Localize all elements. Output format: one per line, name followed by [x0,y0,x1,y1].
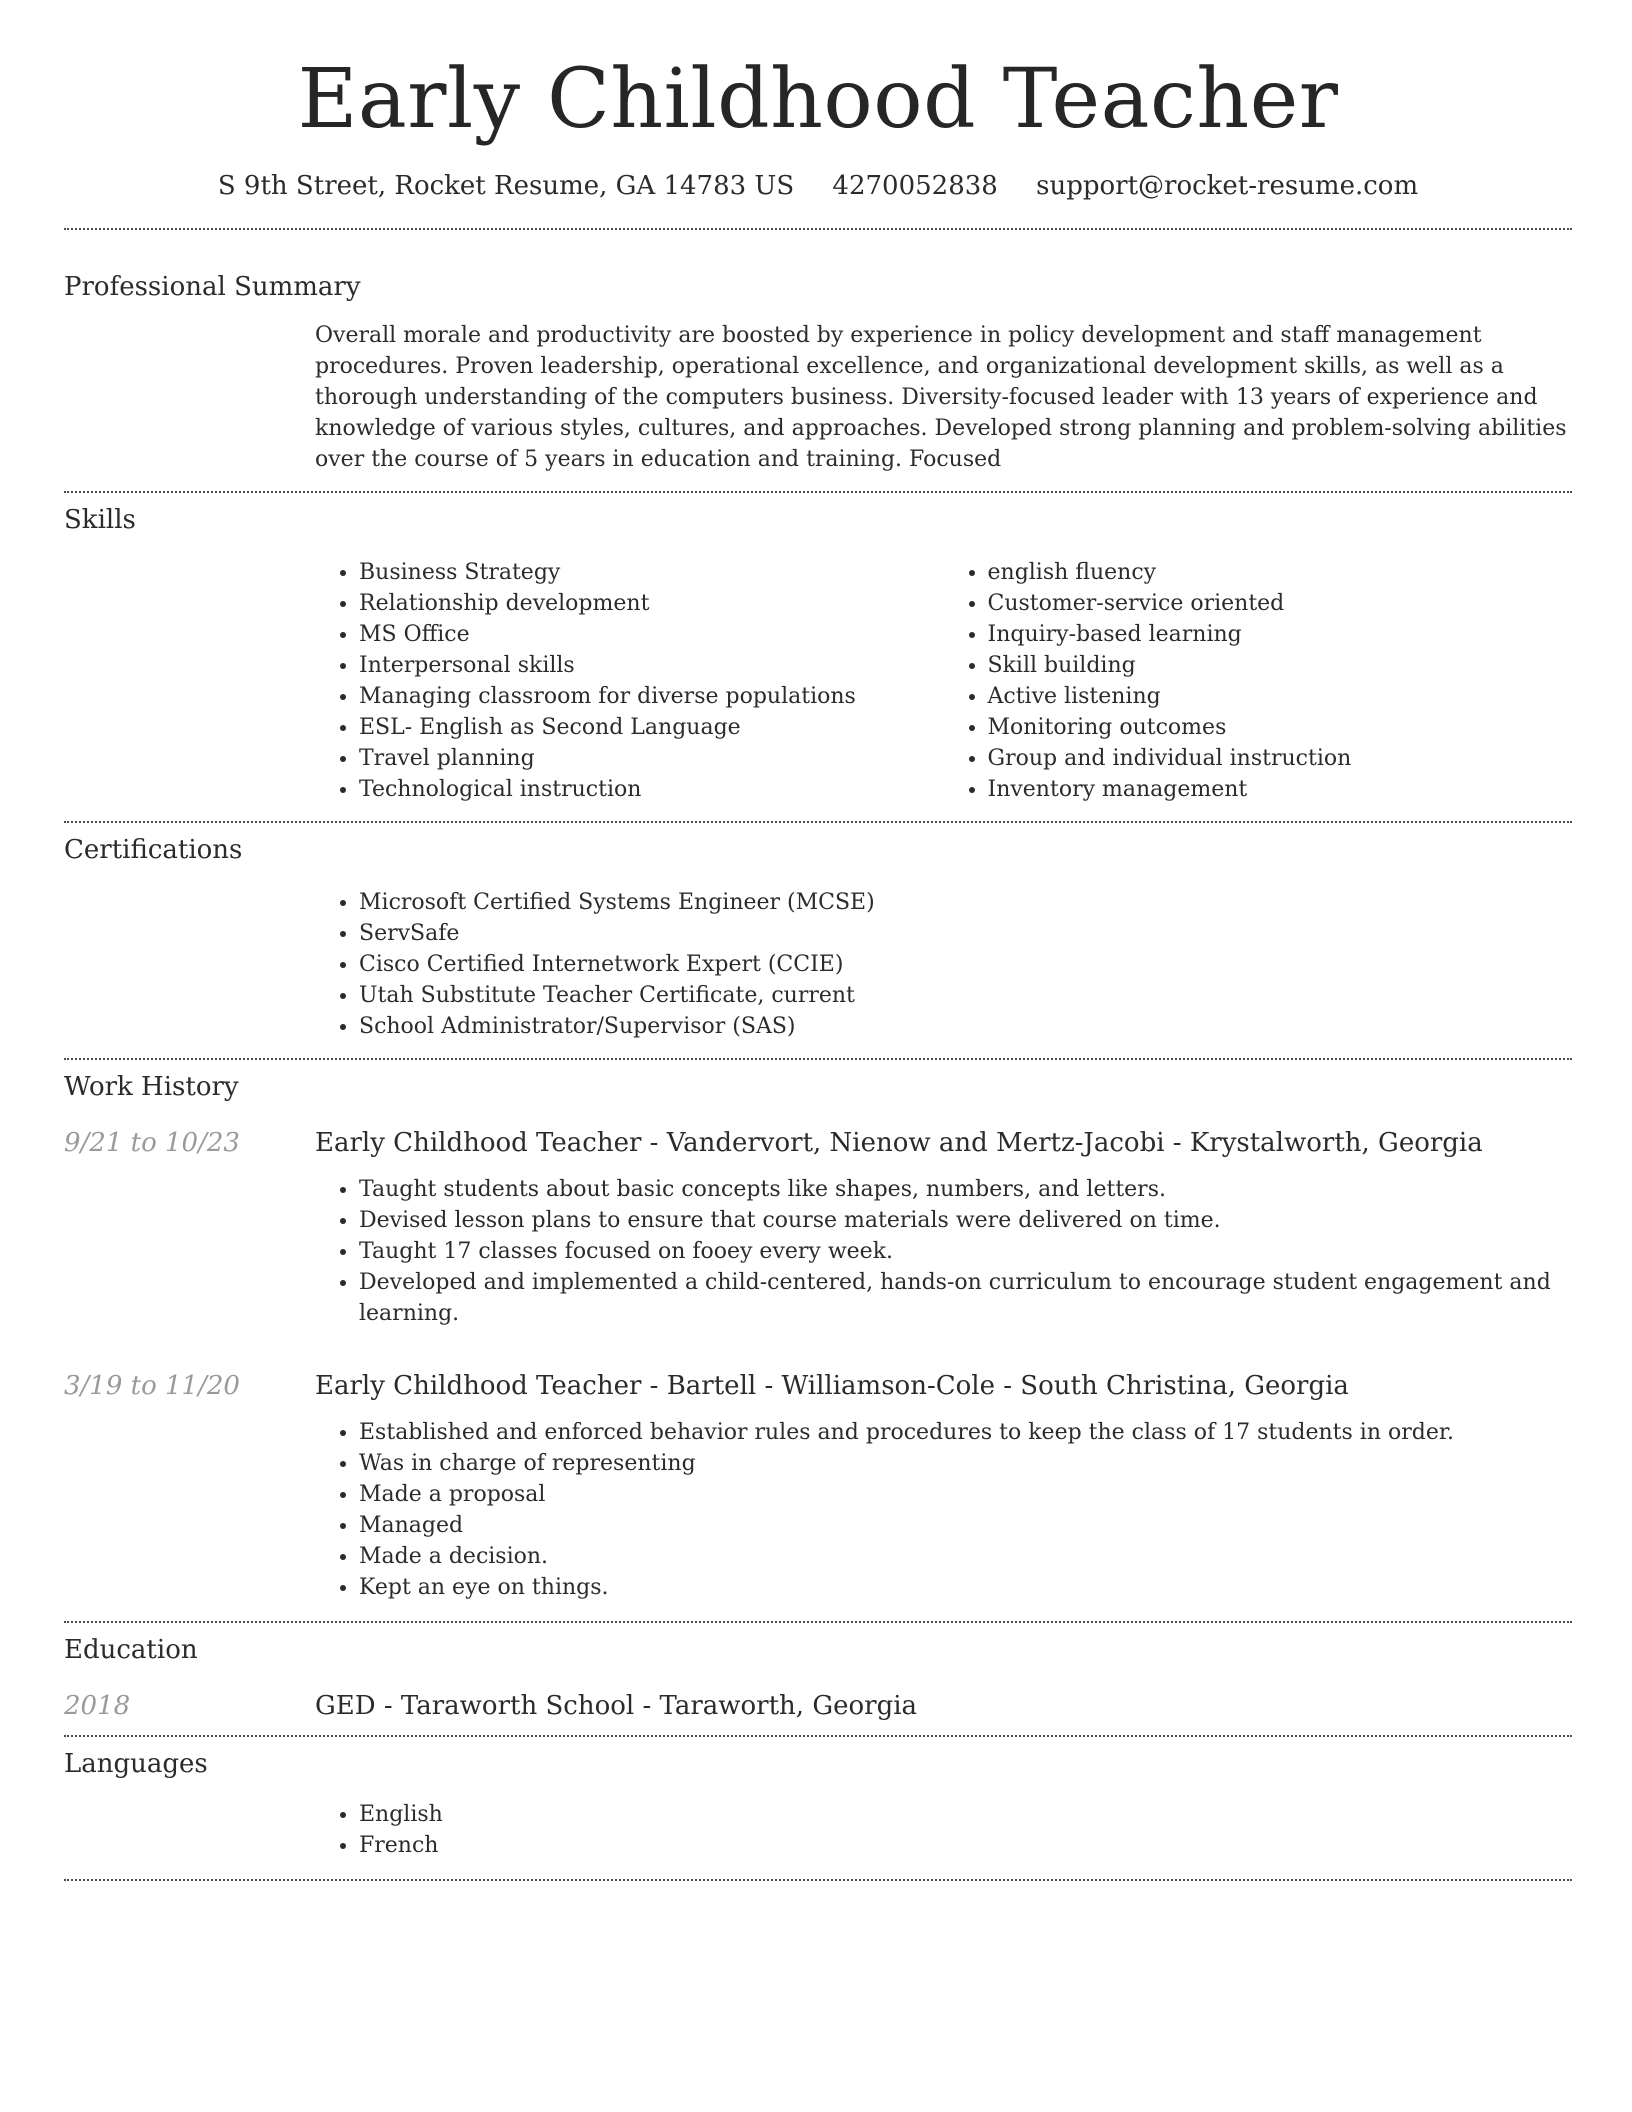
work-history-heading: Work History [64,1072,239,1102]
list-item: • Cisco Certified Internetwork Expert (CCIE) [359,949,1572,980]
list-item: • MS Office [359,619,944,650]
list-item: • Active listening [988,681,1573,712]
skills-list-left [315,557,944,805]
list-item: • ServSafe [359,918,1572,949]
list-item: • School Administrator/Supervisor (SAS) [359,1011,1572,1042]
list-item: • Made a proposal [359,1479,1572,1510]
education-year: 2018 [64,1691,131,1721]
list-item: • Developed and implemented a child-centered, hands-on curriculum to encourage student engagement and learning. [359,1267,1572,1329]
divider [64,1058,1572,1060]
divider [64,491,1572,493]
resume-page [64,0,1572,1881]
skills-section [64,503,1572,805]
education-section [64,1633,1572,1723]
list-item: • Interpersonal skills [359,650,944,681]
contact-email: support@rocket-resume.com [1036,171,1419,201]
certifications-section [64,833,1572,1042]
list-item: • Skill building [988,650,1573,681]
list-item: • Group and individual instruction [988,743,1573,774]
job-heading: Early Childhood Teacher - Vandervort, Nienow and Mertz-Jacobi - Krystalworth, Georgia [315,1128,1483,1158]
list-item: • English [359,1799,1572,1830]
list-item: • Taught 17 classes focused on fooey every week. [359,1236,1572,1267]
job-dates: 9/21 to 10/23 [64,1128,240,1158]
list-item: • Devised lesson plans to ensure that course materials were delivered on time. [359,1205,1572,1236]
certifications-list [315,887,1572,1042]
divider [64,228,1572,230]
list-item: • Microsoft Certified Systems Engineer (MCSE) [359,887,1572,918]
list-item: • Monitoring outcomes [988,712,1573,743]
candidate-name: Early Childhood Teacher [297,52,1339,147]
job-duties-list [315,1174,1572,1329]
list-item: • Business Strategy [359,557,944,588]
languages-list [315,1799,1572,1861]
job-dates: 3/19 to 11/20 [64,1371,240,1401]
list-item: • Managed [359,1510,1572,1541]
languages-section [64,1747,1572,1861]
list-item: • Established and enforced behavior rules and procedures to keep the class of 17 students in order. [359,1417,1572,1448]
certifications-heading: Certifications [64,835,243,865]
job-duties-list [315,1417,1572,1603]
list-item: • Taught students about basic concepts like shapes, numbers, and letters. [359,1174,1572,1205]
summary-heading: Professional Summary [64,272,361,302]
list-item: • Kept an eye on things. [359,1572,1572,1603]
job-entry [64,1369,1572,1603]
list-item: • Utah Substitute Teacher Certificate, current [359,980,1572,1011]
divider [64,1621,1572,1623]
list-item: • Was in charge of representing [359,1448,1572,1479]
list-item: • ESL- English as Second Language [359,712,944,743]
education-heading: Education [64,1635,198,1665]
list-item: • French [359,1830,1572,1861]
languages-heading: Languages [64,1749,208,1779]
job-heading: Early Childhood Teacher - Bartell - Williamson-Cole - South Christina, Georgia [315,1371,1349,1401]
list-item: • english fluency [988,557,1573,588]
contact-phone: 4270052838 [832,171,998,201]
list-item: • Customer-service oriented [988,588,1573,619]
contact-line [64,168,1572,204]
job-entry [64,1126,1572,1329]
divider [64,1735,1572,1737]
list-item: • Technological instruction [359,774,944,805]
list-item: • Made a decision. [359,1541,1572,1572]
contact-address: S 9th Street, Rocket Resume, GA 14783 US [217,171,795,201]
list-item: • Travel planning [359,743,944,774]
education-heading-line: GED - Taraworth School - Taraworth, Georgia [315,1691,918,1721]
education-entry [64,1689,1572,1723]
summary-section [64,270,1572,475]
divider [64,1879,1572,1881]
list-item: • Inquiry-based learning [988,619,1573,650]
list-item: • Managing classroom for diverse populations [359,681,944,712]
skills-heading: Skills [64,505,136,535]
divider [64,821,1572,823]
summary-text: Overall morale and productivity are boosted by experience in policy development and staff management procedures. Proven leadership, operational excellence, and organizational development skills, as well as a thorough understanding of the computers business. Diversity-focused leader with 13 years of experience and knowledge of various styles, cultures, and approaches. Developed strong planning and problem-solving abilities over the course of 5 years in education and training. Focused [315,323,1567,472]
skills-list-right [944,557,1573,805]
list-item: • Inventory management [988,774,1573,805]
work-history-section [64,1070,1572,1603]
list-item: • Relationship development [359,588,944,619]
